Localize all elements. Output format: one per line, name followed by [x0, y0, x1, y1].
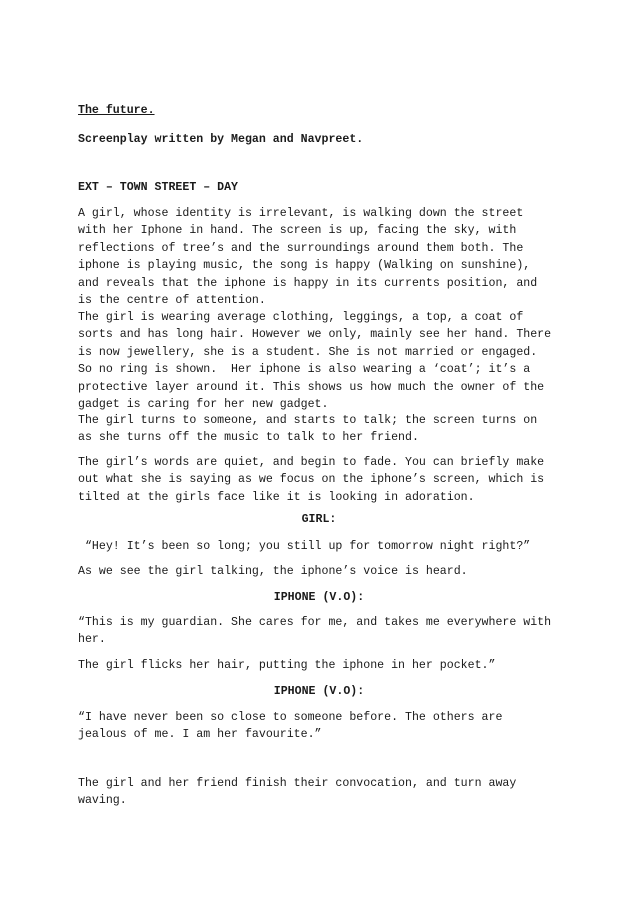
character-name: IPHONE (V.O):: [273, 685, 365, 698]
action-paragraph: The girl’s words are quiet, and begin to fade. You can briefly make out what she is saying as we focus on the iphone’s screen, which is tilted at the girls face like it is looking in adoration.: [78, 456, 545, 504]
action-paragraph: The girl turns to someone, and starts to talk; the screen turns on as she turns off the music to talk to her friend.: [78, 414, 538, 445]
character-name: IPHONE (V.O):: [273, 591, 365, 604]
dialogue: “This is my guardian. She cares for me, and takes me everywhere with her.: [78, 616, 552, 647]
byline: Screenplay written by Megan and Navpreet.: [78, 133, 364, 146]
action-line: The girl flicks her hair, putting the iphone in her pocket.”: [78, 659, 496, 672]
character-name: GIRL:: [301, 513, 337, 526]
action-paragraph: A girl, whose identity is irrelevant, is walking down the street with her Iphone in hand. The screen is up, facing the sky, with reflections of tree’s and the surroundings around them both. The iphone is playing music, the song is happy (Walking on sunshine), and reveals that the iphone is happy in its currents position, and is the centre of attention.: [78, 207, 538, 308]
dialogue: “Hey! It’s been so long; you still up for tomorrow night right?”: [78, 540, 531, 553]
action-paragraph: The girl and her friend finish their convocation, and turn away waving.: [78, 777, 517, 808]
dialogue: “I have never been so close to someone before. The others are jealous of me. I am her favourite.”: [78, 711, 503, 742]
action-line: As we see the girl talking, the iphone’s voice is heard.: [78, 565, 468, 578]
document-title: The future.: [78, 104, 155, 117]
action-paragraph: The girl is wearing average clothing, leggings, a top, a coat of sorts and has long hair. However we only, mainly see her hand. There is now jewellery, she is a student. She is not married or engaged. So no ring is shown. Her iphone is also wearing a ‘coat’; it’s a protective layer around it. This shows us how much the owner of the gadget is caring for her new gadget.: [78, 311, 552, 412]
scene-heading: EXT – TOWN STREET – DAY: [78, 181, 239, 194]
